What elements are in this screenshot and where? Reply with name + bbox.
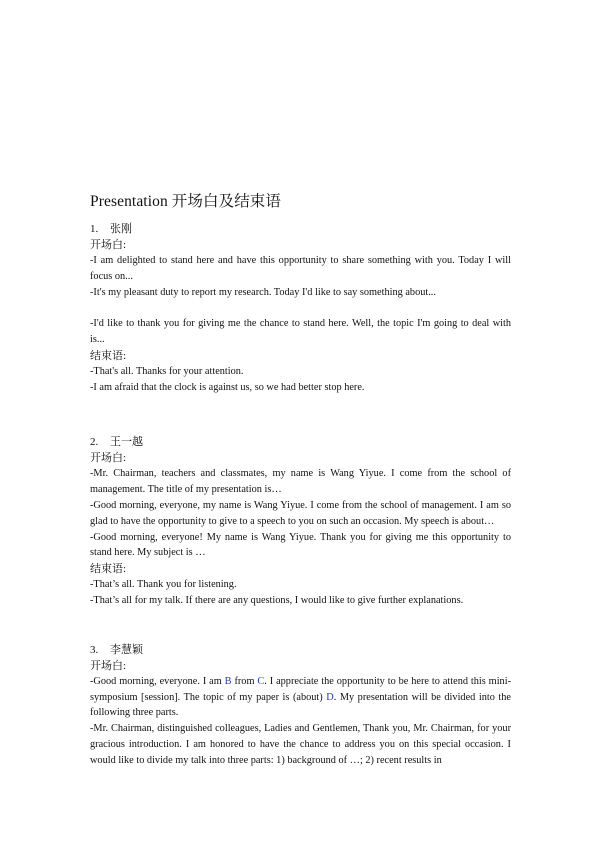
closing-label: 结束语: (90, 349, 127, 362)
opening-line (90, 674, 511, 721)
section-1 (90, 221, 511, 395)
text-run: . I appreciate the opportunity to be here to attend this mini-symposium [session]. The topic of my paper is (about) (90, 675, 511, 703)
section-spacer (90, 395, 511, 434)
section-number: 1. (90, 223, 99, 235)
opening-label: 开场白: (90, 659, 127, 672)
opening-label: 开场白: (90, 239, 127, 251)
text-run: . My presentation will be divided into the following three parts. (90, 691, 511, 719)
closing-line: -That’s all for my talk. If there are any questions, I would like to give further explanations. (90, 594, 464, 606)
section-author: 张刚 (110, 223, 132, 235)
section-1-heading (90, 221, 511, 237)
section-author: 王一越 (110, 436, 143, 449)
opening-line: -Good morning, everyone! My name is Wang Yiyue. Thank you for giving me this opportunity to stand here. My subject is … (90, 531, 511, 559)
closing-label: 结束语: (90, 563, 127, 576)
closing-line: -I am afraid that the clock is against us, so we had better stop here. (90, 381, 365, 393)
section-2 (90, 434, 511, 608)
text-run: -Good morning, everyone. I am (90, 675, 225, 687)
section-3-heading (90, 642, 511, 658)
opening-line: -Mr. Chairman, distinguished colleagues, Ladies and Gentlemen, Thank you, Mr. Chairman, for your gracious introduction. I am honored to have the chance to address you on this special occasion. I would like to divide my talk into three parts: 1) background of …; 2) recent results in (90, 723, 511, 766)
section-spacer (90, 609, 511, 642)
placeholder-b: B (224, 675, 232, 687)
opening-label: 开场白: (90, 452, 127, 465)
closing-line: -That's all. Thanks for your attention. (90, 365, 244, 377)
placeholder-c: C (257, 675, 265, 687)
page-title: Presentation 开场白及结束语 (90, 193, 281, 210)
section-number: 3. (90, 643, 99, 656)
opening-line: -I am delighted to stand here and have this opportunity to share something with you. Today I will focus on... (90, 255, 511, 282)
section-author: 李慧颖 (110, 643, 143, 656)
text-run: from (231, 675, 258, 687)
placeholder-d: D (326, 691, 334, 703)
opening-line: -Mr. Chairman, teachers and classmates, my name is Wang Yiyue. I come from the school of management. The title of my presentation is… (90, 468, 511, 496)
section-2-heading (90, 434, 511, 450)
section-3 (90, 642, 511, 769)
closing-line: -That’s all. Thank you for listening. (90, 579, 237, 591)
document-content (90, 189, 511, 769)
opening-line: -I'd like to thank you for giving me the chance to stand here. Well, the topic I'm going to deal with is... (90, 318, 511, 345)
opening-line: -Good morning, everyone, my name is Wang Yiyue. I come from the school of management. I am so glad to have the opportunity to give to a speech to you on such an occasion. My speech is about… (90, 499, 511, 527)
section-number: 2. (90, 436, 99, 449)
opening-line: -It's my pleasant duty to report my research. Today I'd like to say something about... (90, 286, 436, 298)
